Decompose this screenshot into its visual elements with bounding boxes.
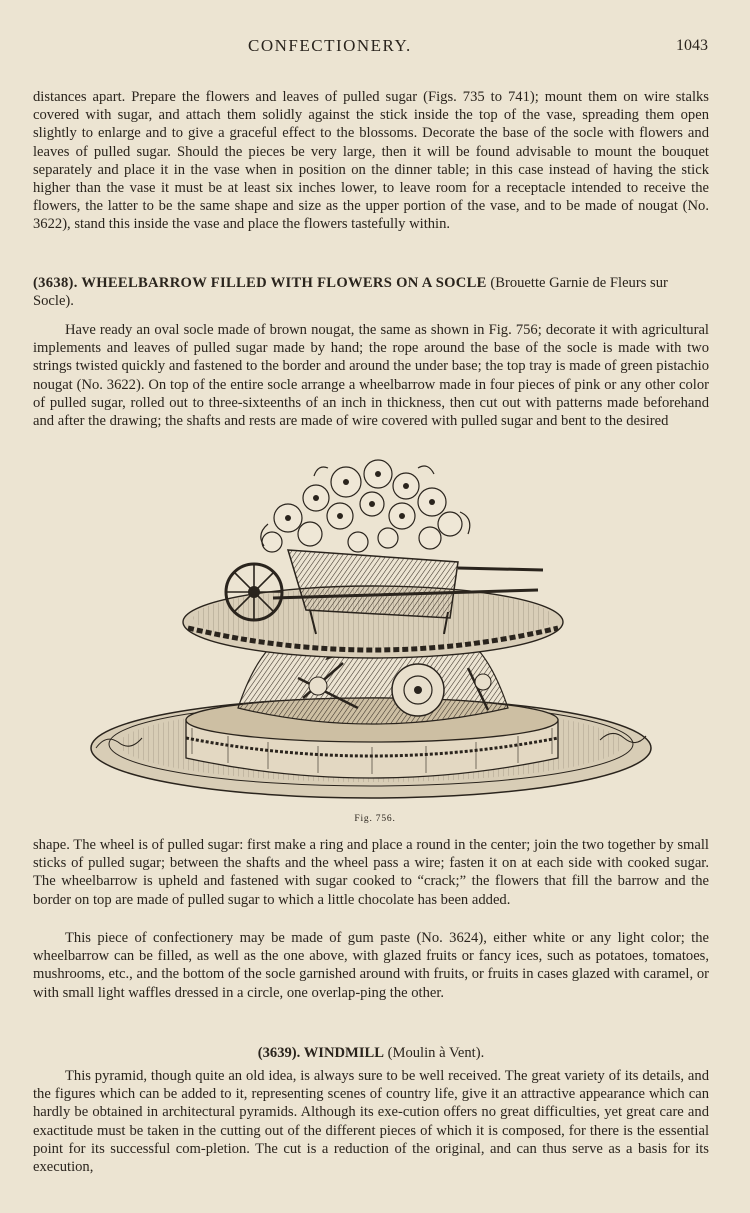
section-title-wheelbarrow: (3638). WHEELBARROW FILLED WITH FLOWERS ON A SOCLE (33, 275, 487, 291)
section-subtitle-windmill: (Moulin à Vent). (387, 1045, 485, 1061)
section-heading-windmill (33, 1044, 709, 1062)
paragraph-wheel-construction: shape. The wheel is of pulled sugar: first make a ring and place a round in the center; join the two together by small sticks of pulled sugar; between the shafts and the wheel pass a wire; fasten it on at each side with cooked sugar. The wheelbarrow is upheld and fastened with sugar cooked to “crack;” the flowers that fill the barrow and the border on top are made of pulled sugar to which a little chocolate has been added. (33, 837, 709, 908)
paragraph-wheelbarrow-intro: Have ready an oval socle made of brown nougat, the same as shown in Fig. 756; decorate it with agricultural implements and leaves of pulled sugar made by hand; the rope around the base of the socle is made with two strings twisted quickly and fastened to the border and around the under base; the top tray is made of green pistachio nougat (No. 3622). On top of the entire socle arrange a wheelbarrow made in four pieces of pink or any other color of pulled sugar, rolled out to three-sixteenths of an inch in thickness, then cut out with patterns made beforehand and after the drawing; the shafts and rests are made of wire covered with pulled sugar and bent to the desired (33, 322, 709, 430)
paragraph-windmill-intro: This pyramid, though quite an old idea, is always sure to be well received. The great variety of its details, and the figures which can be added to it, representing scenes of country life, give it an attractive appearance which can hardly be obtained in architectural pyramids. Although its exe-cution offers no great difficulties, yet great care and exactitude must be taken in the cutting out of the different pieces of which it is composed, for there is the essential point for its successful com-pletion. The cut is a reduction of the original, and can thus serve as a basis for its execution, (33, 1068, 709, 1176)
page-number: 1043 (676, 37, 708, 54)
running-head: CONFECTIONERY. (248, 36, 412, 55)
paragraph-vase-flowers: distances apart. Prepare the flowers and leaves of pulled sugar (Figs. 735 to 741); mount them on wire stalks covered with sugar, and attach them solidly against the stick inside the top of the vase, spreading them open slightly to enlarge and to give a graceful effect to the blossoms. Decorate the base of the socle with flowers and leaves of pulled sugar. Should the pieces be very large, then it will be found advisable to mount the bouquet separately and place it in the vase when in position on the dinner table; in this case instead of having the stick higher than the vase it must be at least six inches lower, to leave room for a receptacle intended to receive the flowers, the latter to be the same shape and size as the upper portion of the vase, and to be made of nougat (No. 3622), stand this inside the vase and place the flowers tastefully within. (33, 89, 709, 233)
paragraph-gum-paste-variant: This piece of confectionery may be made of gum paste (No. 3624), either white or any light color; the wheelbarrow can be filled, as well as the one above, with glazed fruits or fancy ices, such as potatoes, tomatoes, mushrooms, etc., and the bottom of the socle garnished around with fruits, or fruits in cases glazed with caramel, or with small light waffles dressed in a circle, one overlap-ping the other. (33, 930, 709, 1001)
wheelbarrow-socle-illustration (88, 458, 654, 808)
page-header (0, 36, 750, 60)
figure-caption: Fig. 756. (354, 814, 396, 824)
section-title-windmill: (3639). WINDMILL (257, 1045, 384, 1061)
section-subtitle-wheelbarrow: (Brouette Garnie de Fleurs sur Socle). (33, 275, 668, 310)
flower-bouquet (261, 460, 470, 552)
section-heading-wheelbarrow (33, 274, 709, 311)
